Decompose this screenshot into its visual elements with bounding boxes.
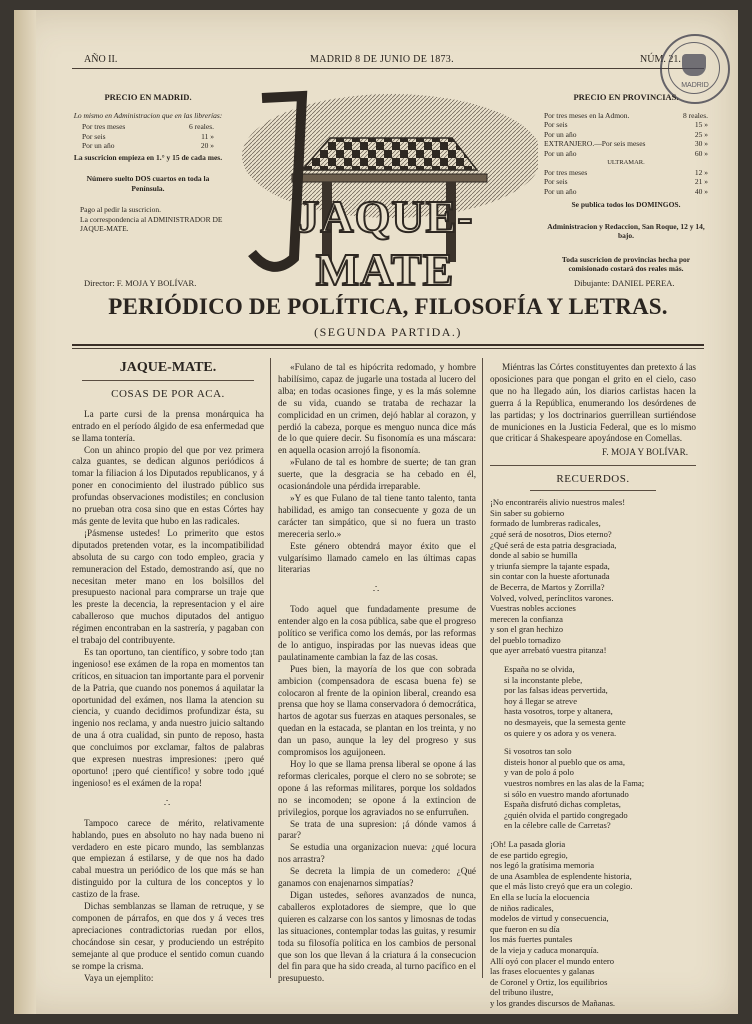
paragraph: Se trata de una supresion: ¡á dónde vamos á parar? (278, 818, 476, 841)
poem-line: si sólo en vuestro mando afortunado (504, 788, 629, 799)
poem-title: RECUERDOS. (556, 473, 630, 486)
poem-line: modelos de virtud y consecuencia, (490, 913, 609, 924)
province-note: Toda suscricion de provincias hecha por comisionado costará dos reales más. (561, 254, 691, 273)
price-line: Por seis 11 » (82, 131, 214, 141)
poem-line: y son el gran hechizo (490, 624, 564, 635)
poem-line: los más fuertes puntales (490, 934, 573, 945)
poem-line: os quiere y os adora y os venera. (504, 727, 617, 738)
poem-line: España disfrutó dichas completas, (504, 799, 621, 810)
poem-line: y triunfa siempre la tajante espada, (490, 560, 610, 571)
payment-note: Pago al pedir la suscricion. (80, 205, 162, 214)
poem-stanza (490, 664, 696, 738)
poem-line: y los grandes discursos de Mañanas. (490, 997, 616, 1008)
column-3 (490, 362, 696, 1014)
price-line: Por tres meses 12 » (544, 167, 708, 177)
single-issue-price: Número suelto DOS cuartos en toda la Península. (86, 174, 210, 193)
poem-line: ¿Qué será de esta patria desgraciada, (490, 539, 617, 550)
poem-line: Volved, volved, perínclitos varones. (490, 592, 614, 603)
column-2 (278, 362, 476, 985)
poem-line: de Coronel y Ortiz, los equilibrios (490, 976, 608, 987)
paragraph: Este género obtendrá mayor éxito que el vulgarísimo llamado camelo en las últimas capas literarias (278, 540, 476, 575)
article-title: JAQUE-MATE. (119, 360, 217, 375)
poem-line: ¡No encontraréis alivio nuestros males! (490, 497, 626, 508)
artist-credit: Dibujante: DANIEL PEREA. (574, 278, 675, 288)
price-line: Por un año 25 » (544, 129, 708, 139)
paragraph: Vaya un ejemplito: (84, 972, 154, 983)
paragraph: Miéntras las Córtes constituyentes dan pretexto á las oposiciones para que pongan el grito en el cielo, caso que no ha llegado aún, los diarios carlistas hacen la guerra á la República, enumerando los desórdenes de las partidas; y los doctrinarios guerrillean surtiéndose de municiones en la Justicia Federal, que es lo mismo que criticar á Shakespeare apoyándose en Comellas. (490, 362, 696, 444)
paragraph: «Fulano de tal es hipócrita redomado, y hombre habilísimo, capaz de jugarle una tostada al lucero del alba; en todas ocasiones finge, y es la más solemne de su vida, cuando se trataba de rechazar la complicidad en un crimen, dejó hablar al corazon, y perdió la cabeza, porque es menguo nunca dice más de lo que quiere decir. Su fisonomía es una máscara: en aquella ocasion arrojó la fisonomía. (278, 362, 476, 456)
paragraph: »Y es que Fulano de tal tiene tanto talento, tanta habilidad, es amigo tan consecuente y goza de un carácter tan simpático, que si no fuera un trasto mereceria serlo.» (278, 492, 476, 539)
edition-label: (SEGUNDA PARTIDA.) (314, 325, 462, 339)
paragraph: Todo aquel que fundadamente presume de entender algo en la cosa pública, sabe que el progreso político se verifica como los demás, por las reformas de lo antiguo, inspiradas por las nuevas ideas que paulatinamente cambian la faz de las cosas. (278, 604, 476, 662)
poem-line: Sin saber su gobierno (490, 507, 565, 518)
poem-line: Vuestras nobles acciones (490, 603, 576, 614)
issue-year: AÑO II. (84, 54, 118, 65)
poem-line: que fueron en su día (490, 923, 560, 934)
poem-line: no desmayeis, que la semesta gente (504, 717, 626, 728)
prices-madrid-note: Lo mismo en Administracion que en las librerías: (73, 110, 223, 120)
column-rule (270, 358, 271, 978)
subscription-start: La suscricion empieza en 1.° y 15 de cada mes. (73, 152, 223, 162)
ultramar-label: ULTRAMAR. (607, 159, 645, 166)
poem-line: de Becerra, de Martos y Zorrilla? (490, 581, 605, 592)
poem-line: y van de polo á polo (504, 767, 574, 778)
poem-line: Si vosotros tan solo (504, 746, 572, 757)
poem-line: de ese partido egregio, (490, 849, 568, 860)
paragraph: Con un ahinco propio del que por vez primera calza guantes, se dedican algunos periódicos á tomar la filiacion á los Diputados republicanos, y á poner en conocimiento del ilustrado público sus profundas observaciones modistiles; en conclusion no prueban otra cosa sino que en estas Córtes hay más gente de levita que hubo en las radicales. (72, 444, 264, 526)
paragraph: Es tan oportuno, tan científico, y sobre todo ¡tan ingenioso! ese exámen de la ropa en momentos tan críticos, en situacion tan importante para el porvenir de la Patria, que cuando nos ponemos á aquilatar la oportunidad del exámen, nos llama la atencion su ciencia, y cuando decidimos profundizar ésta, su ingenio nos reclama, y anda nuestro juicio saltando de una á otra cualidad, sin punto de reposo, hasta que concluimos por exclamar, faltos de palabras que expresen nuestras impresiones: ¡pero qué oportuno! ¡pero qué científico! y sobre todo ¡qué ingenioso! es el exámen de la ropa! (72, 646, 264, 788)
issue-date: MADRID 8 DE JUNIO DE 1873. (310, 54, 454, 65)
column-1 (72, 362, 264, 984)
paragraph: Pues bien, la mayoría de los que con sobrada ambicion (compensadora de escasa buena fe) se colocaron al frente de la opinion liberal, creando esa prensa que hoy se llama conservadora ó democrática, hartos de agotar sus fuerzas en ataques personales, se quedan en la estacada, se plantan en los treinta, y no dan un paso, aunque la ley del progreso y sus compromisos los aguijoneen. (278, 663, 476, 758)
poem-line: ¿quién olvida el partido congregado (504, 809, 628, 820)
paragraph: »Fulano de tal es hombre de suerte; de tan gran suerte, que la desgracia se ha cebado en él, ocasionándole una pérdida irreparable. (278, 457, 476, 492)
issue-number: NÚM. 21. (640, 54, 681, 65)
poem-line: en la célebre calle de Carretas? (504, 820, 611, 831)
poem-line: las frases elocuentes y galanas (490, 966, 595, 977)
poem-line: sin contar con la hueste afortunada (490, 571, 610, 582)
poem-line: si la inconstante plebe, (504, 674, 583, 685)
poem-line: de niños radicales, (490, 902, 554, 913)
poem-stanza (490, 497, 696, 656)
poem-stanza (490, 746, 696, 831)
price-line: Por tres meses en la Admon. 8 reales. (544, 110, 708, 120)
poem-line: que ayer arrebató vuestra pitanza! (490, 645, 607, 656)
poem-line: vuestros nombres en las alas de la Fama; (504, 778, 645, 788)
publication-days: Se publica todos los DOMINGOS. (571, 200, 681, 209)
section-separator: ∴ (163, 797, 173, 809)
prices-provincias-title: PRECIO EN PROVINCIAS. (573, 92, 679, 102)
correspondence-note: La correspondencia al ADMINISTRADOR DE JAQUE-MATE. (80, 214, 223, 233)
paragraph: Tampoco carece de mérito, relativamente hablando, pues en absoluto no hay nada bueno ni verdadero en este picaro mundo, las semblanzas que empiezan á estilarse, y de que nos ha dado cabal muestra un periódico de los que más se han distinguido por la cultura de los conceptos y lo castizo de la frase. (72, 817, 264, 900)
poem-line: merecen la confianza (490, 613, 563, 624)
poem-line: donde al sabio se humilla (490, 550, 578, 561)
poem-line: nos legó la gratísima memoria (490, 860, 595, 871)
poem-line: del pueblo tornadizo (490, 634, 561, 645)
paragraph: ¡Pásmense ustedes! Lo primerito que estos diputados pretenden votar, es la incompatibilidad absoluta de su cargo con todo empleo, gracia y remuneracion del Estado, demostrando así, que no necesitan meter mano en los bolsillos del presupuesto nacional para comprarse un traje que les preste la decencia, la representacion y el aire caballeroso que muchos diputados del antiguo régimen encontraban en la sastrería, y pagaban con el trabajo del contribuyente. (72, 527, 264, 646)
article-signature: F. MOJA Y BOLÍVAR. (602, 447, 688, 458)
paragraph: Dichas semblanzas se llaman de retruque, y se componen de párrafos, en que dos y á veces tres apreciaciones contradictorias ruedan por ellos, chocándose sin cesar, y produciendo un estrépito semejante al que produce el sentido comun cuando se rompe la crisma. (72, 901, 264, 971)
paragraph: Digan ustedes, señores avanzados de nunca, caballeros explotadores de siempre, que lo que quieren es calzarse con los santos y limosnas de todas las situaciones, contemplar todas las guitas, y resumir toda su filosofía política en los cambios de personal que son los que llevan á la criatura á la consecucion del fin para que ha sido creada, al turno pacífico en el presupuesto. (278, 889, 476, 984)
poem (490, 497, 696, 1008)
director-credit: Director: F. MOJA Y BOLÍVAR. (84, 278, 197, 288)
poem-line: España no se olvida, (504, 664, 575, 675)
price-line: Por un año 40 » (544, 186, 708, 196)
price-line: Por seis 15 » (544, 120, 708, 129)
price-line: Por un año 60 » (544, 148, 708, 158)
admin-address: Administracion y Redaccion, San Roque, 12 y 14, bajo. (547, 221, 705, 240)
price-line: EXTRANJERO.—Por seis meses 30 » (544, 139, 708, 148)
stamp-text: MADRID (681, 82, 709, 89)
poem-stanza (490, 839, 696, 1009)
poem-line: hasta vosotros, torpe y altanera, (504, 706, 613, 717)
poem-line: por las falsas ideas pervertida, (504, 685, 608, 696)
paragraph: Hoy lo que se llama prensa liberal se opone á las reformas clericales, porque el clero no se sobrote; se opone á las reformas militares, porque los soldados no se incomoden; se opone á la extincion de privilegios, porque los agraviados no se enfurruñen. (278, 759, 476, 817)
poem-line: ¿qué será de nosotros, Dios eterno? (490, 528, 612, 539)
masthead-rule (72, 344, 704, 346)
column-rule (482, 358, 483, 978)
masthead-rule-thin (72, 348, 704, 349)
prices-provincias (544, 92, 708, 274)
paragraph: Se estudia una organizacion nueva: ¿qué locura nos arrastra? (278, 842, 476, 865)
masthead-illustration (232, 78, 538, 295)
price-line: Por tres meses 6 reales. (82, 122, 214, 131)
newspaper-subtitle: PERIÓDICO DE POLÍTICA, FILOSOFÍA Y LETRAS. (108, 294, 668, 319)
poem-line: de la vieja y caduca monarquía. (490, 944, 599, 955)
prices-madrid-title: PRECIO EN MADRID. (104, 92, 192, 102)
poem-line: disteis honor al pueblo que os ama, (504, 756, 626, 767)
page-spine (14, 10, 36, 1014)
paragraph: La parte cursi de la prensa monárquica ha entrado en el período álgido de esa enfermedad que se llama tontería. (72, 408, 264, 443)
paragraph: Se decreta la limpia de un comedero: ¿Qué ganamos con enajenarnos simpatías? (278, 866, 476, 889)
poem-line: En ella se lucía la elocuencia (490, 891, 590, 902)
article-subtitle: COSAS DE POR ACA. (111, 387, 225, 400)
section-separator: ∴ (372, 584, 382, 596)
newspaper-page (14, 10, 738, 1014)
price-line: Por un año 20 » (82, 141, 214, 150)
poem-line: ¡Oh! La pasada gloria (490, 838, 566, 849)
poem-line: hoy á llegar se atreve (504, 695, 578, 706)
header-rule (72, 68, 704, 69)
price-line: Por seis 21 » (544, 177, 708, 186)
poem-line: formado de lumbreras radicales, (490, 518, 601, 529)
poem-line: que el más listo creyó que era un colegio. (490, 881, 633, 892)
masthead-title: JAQUE-MATE (296, 191, 474, 295)
poem-line: del tribuno ilustre, (490, 987, 554, 998)
poem-line: de una Asamblea de esplendente historia, (490, 870, 632, 881)
prices-madrid (70, 92, 226, 234)
poem-line: Allí oyó con placer el mundo entero (490, 955, 615, 966)
